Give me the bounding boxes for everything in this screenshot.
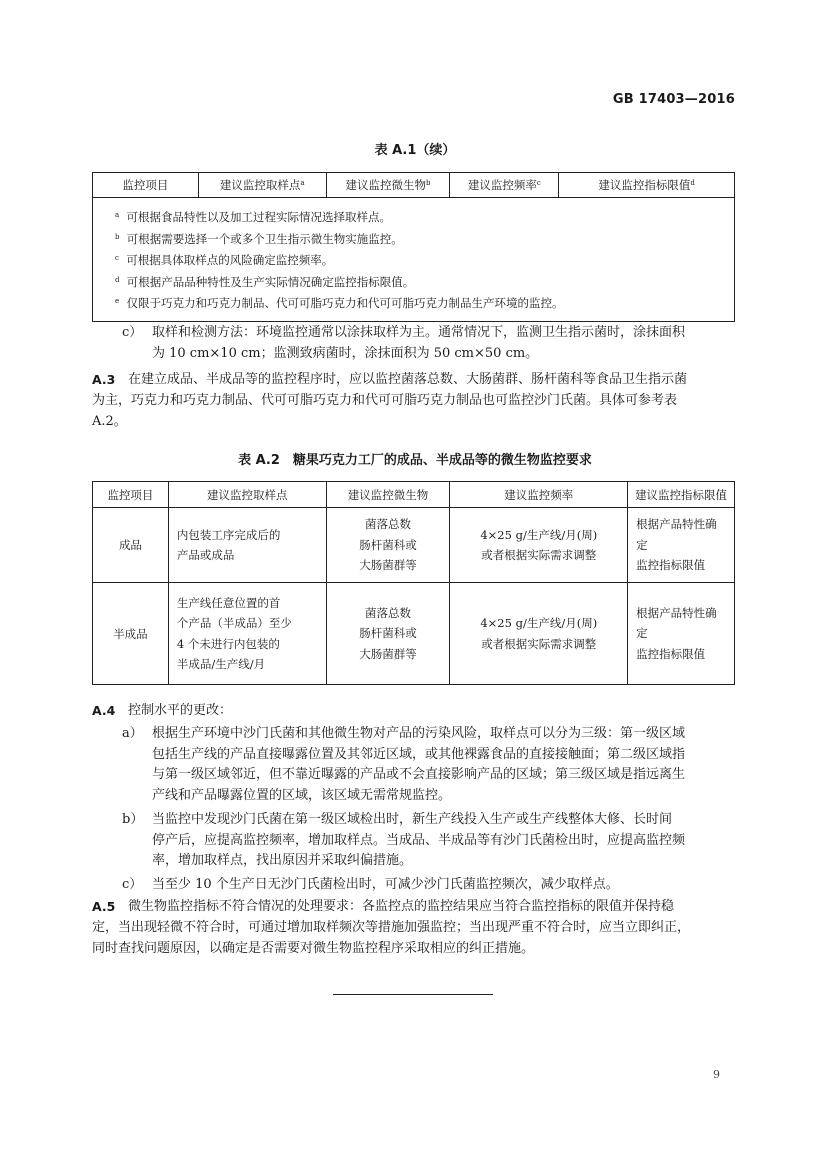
a4-label: A.4 [92,703,116,718]
table-cell-limit: 根据产品特性确定 监控指标限值 [628,508,735,583]
table-note: $^e$ 仅限于巧克力和巧克力制品、代可可脂巧克力和代可可脂巧克力制品生产环境的监控。 [115,296,564,310]
table-cell-freq: 4×25 g/生产线/月(周) 或者根据实际需求调整 [450,508,628,583]
a4-item-text: 根据生产环境中沙门氏菌和其他微生物对产品的污染风险，取样点可以分为三级：第一级区域 包括生产线的产品直接曝露位置及其邻近区域，或其他裸露食品的直接接触面；第二级区域指 与第一级区域邻近，但不靠近曝露的产品或不会直接影响产品的区域；第三级区域是指远离生 产线和产品曝露位置的区域，该区域无需常规监控。 [152,726,686,803]
table-header-row [93,482,735,508]
a3-line3: A.2。 [92,414,127,429]
a3-label: A.3 [92,372,116,387]
a5-line2: 定，当出现轻微不符合时，可通过增加取样频次等措施加强监控；当出现严重不符合时，应当立即纠正， [92,920,691,935]
a5-line1: 微生物监控指标不符合情况的处理要求：各监控点的监控结果应当符合监控指标的限值并保持稳 [128,899,675,914]
end-rule [333,994,493,995]
table-a2-caption: 表 A.2 糖果巧克力工厂的成品、半成品等的微生物监控要求 [238,453,592,468]
table-cell-micro: 菌落总数 肠杆菌科或 大肠菌群等 [326,583,450,685]
standard-number: GB 17403—2016 [612,92,735,107]
table-header-cell: 建议监控微生物 [326,482,450,508]
table-row [93,508,735,583]
table-a2 [92,481,735,685]
a3-line1: 在建立成品、半成品等的监控程序时，应以监控菌落总数、大肠菌群、肠杆菌科等食品卫生指示菌 [128,372,688,387]
page-number: 9 [713,1068,720,1081]
a4-item-label: b） [122,812,144,827]
table-header-cell: 建议监控取样点$^a$ [198,173,326,198]
a4-item-label: c） [122,877,143,892]
table-cell-freq: 4×25 g/生产线/月(周) 或者根据实际需求调整 [450,583,628,685]
table-cell-micro: 菌落总数 肠杆菌科或 大肠菌群等 [326,508,450,583]
table-header-cell: 建议监控指标限值 [628,482,735,508]
a4-item-text: 当至少 10 个生产日无沙门氏菌检出时，可减少沙门氏菌监控频次，减少取样点。 [152,877,619,892]
table-row [93,583,735,685]
table-header-row [93,173,735,198]
table-notes-row [93,198,735,322]
table-cell-item: 成品 [93,508,169,583]
item-c-text: 取样和检测方法：环境监控通常以涂抹取样为主。通常情况下，监测卫生指示菌时，涂抹面积 为 10 cm×10 cm；监测致病菌时，涂抹面积为 50 cm×50 cm。 [152,325,686,361]
a4-item-text: 当监控中发现沙门氏菌在第一级区域检出时，新生产线投入生产或生产线整体大修、长时间 停产后，应提高监控频率，增加取样点。当成品、半成品等有沙门氏菌检出时，应提高监控频 率，增加取样点，找出原因并采取纠偏措施。 [152,812,686,868]
table-cell-item: 半成品 [93,583,169,685]
table-note: $^c$ 可根据具体取样点的风险确定监控频率。 [115,253,334,267]
a3-line2: 为主，巧克力和巧克力制品、代可可脂巧克力和代可可脂巧克力制品也可监控沙门氏菌。具体可参考表 [92,393,678,408]
table-note: $^a$ 可根据食品特性以及加工过程实际情况选择取样点。 [115,210,391,224]
table-a1 [92,172,735,322]
a4-item-label: a） [122,726,143,741]
table-cell-point: 生产线任意位置的首 个产品（半成品）至少 4 个未进行内包装的 半成品/生产线/月 [168,583,326,685]
table-a1-caption: 表 A.1（续） [374,143,456,158]
table-note: $^d$ 可根据产品品种特性及生产实际情况确定监控指标限值。 [115,274,415,289]
table-cell-point: 内包装工序完成后的 产品或成品 [168,508,326,583]
table-notes [93,198,735,322]
table-header-cell: 建议监控频率 [450,482,628,508]
table-cell-limit: 根据产品特性确定 监控指标限值 [628,583,735,685]
table-header-cell: 建议监控指标限值$^d$ [559,173,735,198]
table-header-cell: 建议监控取样点 [168,482,326,508]
table-header-cell: 建议监控频率$^c$ [450,173,559,198]
table-header-cell: 监控项目 [93,482,169,508]
table-header-cell: 建议监控微生物$^b$ [326,173,450,198]
a5-line3: 同时查找问题原因，以确定是否需要对微生物监控程序采取相应的纠正措施。 [92,941,535,956]
item-c-label: c） [122,325,143,340]
table-note: $^b$ 可根据需要选择一个或多个卫生指示微生物实施监控。 [115,231,403,246]
a5-label: A.5 [92,899,116,914]
table-header-cell: 监控项目 [93,173,199,198]
a4-text: 控制水平的更改： [128,703,233,718]
